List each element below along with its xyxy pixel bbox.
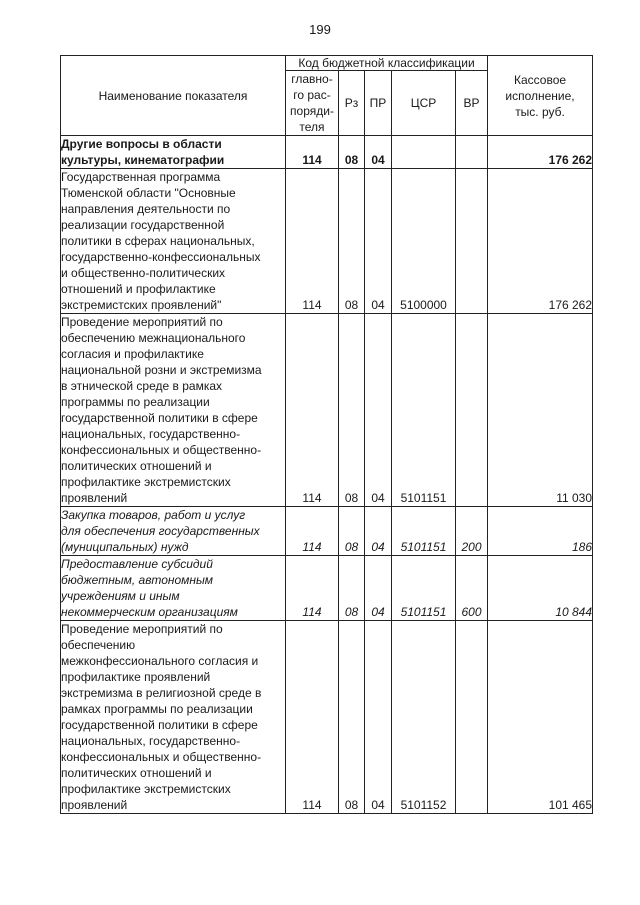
table-row [61, 314, 593, 507]
table-row [61, 507, 593, 556]
expense-type-cell [456, 169, 488, 314]
chief-administrator-cell: 114 [286, 136, 339, 169]
cash-execution-cell: 176 262 [488, 169, 593, 314]
target-article-cell: 5101151 [392, 314, 456, 507]
header-chief-administrator: главно- го рас- поряди- теля [286, 71, 339, 136]
chief-administrator-cell: 114 [286, 556, 339, 621]
indicator-name-cell: Другие вопросы в области культуры, кинематографии [61, 136, 286, 169]
indicator-name-cell: Предоставление субсидий бюджетным, автономным учреждениям и иным некоммерческим организациям [61, 556, 286, 621]
cash-execution-cell: 11 030 [488, 314, 593, 507]
expense-type-cell [456, 136, 488, 169]
header-target-article: ЦСР [392, 71, 456, 136]
target-article-cell: 5101152 [392, 621, 456, 814]
indicator-name-cell: Проведение мероприятий по обеспечению межконфессионального согласия и профилактике проявлений экстремизма в религиозной среде в рамках программы по реализации государственной политики в сфере национальных, государственно- конфессиональных и общественно- политических отношений и профилактике экстремистских проявлений [61, 621, 286, 814]
target-article-cell: 5101151 [392, 556, 456, 621]
chief-administrator-cell: 114 [286, 169, 339, 314]
indicator-name-cell: Государственная программа Тюменской области "Основные направления деятельности по реализации государственной политики в сферах национальных, государственно-конфессиональных и общественно-политических отношений и профилактике экстремистских проявлений" [61, 169, 286, 314]
indicator-name-cell: Закупка товаров, работ и услуг для обеспечения государственных (муниципальных) нужд [61, 507, 286, 556]
header-subsection: ПР [365, 71, 392, 136]
table-row [61, 169, 593, 314]
section-cell: 08 [339, 556, 365, 621]
subsection-cell: 04 [365, 507, 392, 556]
expense-type-cell [456, 621, 488, 814]
page-number: 199 [309, 22, 331, 37]
indicator-name-cell: Проведение мероприятий по обеспечению межнационального согласия и профилактике национальной розни и экстремизма в этнической среде в рамках программы по реализации государственной политики в сфере национальных, государственно- конфессиональных и общественно- политических отношений и профилактике экстремистских проявлений [61, 314, 286, 507]
subsection-cell: 04 [365, 314, 392, 507]
subsection-cell: 04 [365, 621, 392, 814]
subsection-cell: 04 [365, 136, 392, 169]
table-row [61, 136, 593, 169]
table-body [61, 136, 593, 814]
section-cell: 08 [339, 169, 365, 314]
header-cash-execution: Кассовое исполнение, тыс. руб. [488, 56, 593, 136]
target-article-cell: 5101151 [392, 507, 456, 556]
target-article-cell [392, 136, 456, 169]
subsection-cell: 04 [365, 169, 392, 314]
table-row [61, 556, 593, 621]
cash-execution-cell: 101 465 [488, 621, 593, 814]
expense-type-cell: 600 [456, 556, 488, 621]
cash-execution-cell: 176 262 [488, 136, 593, 169]
table-row [61, 621, 593, 814]
chief-administrator-cell: 114 [286, 621, 339, 814]
header-section: Рз [339, 71, 365, 136]
section-cell: 08 [339, 507, 365, 556]
chief-administrator-cell: 114 [286, 314, 339, 507]
header-indicator-name: Наименование показателя [61, 56, 286, 136]
cash-execution-cell: 186 [488, 507, 593, 556]
section-cell: 08 [339, 136, 365, 169]
header-budget-classification: Код бюджетной классификации [286, 56, 488, 71]
budget-execution-table [60, 55, 593, 814]
section-cell: 08 [339, 621, 365, 814]
expense-type-cell: 200 [456, 507, 488, 556]
target-article-cell: 5100000 [392, 169, 456, 314]
subsection-cell: 04 [365, 556, 392, 621]
header-expense-type: ВР [456, 71, 488, 136]
section-cell: 08 [339, 314, 365, 507]
expense-type-cell [456, 314, 488, 507]
chief-administrator-cell: 114 [286, 507, 339, 556]
cash-execution-cell: 10 844 [488, 556, 593, 621]
